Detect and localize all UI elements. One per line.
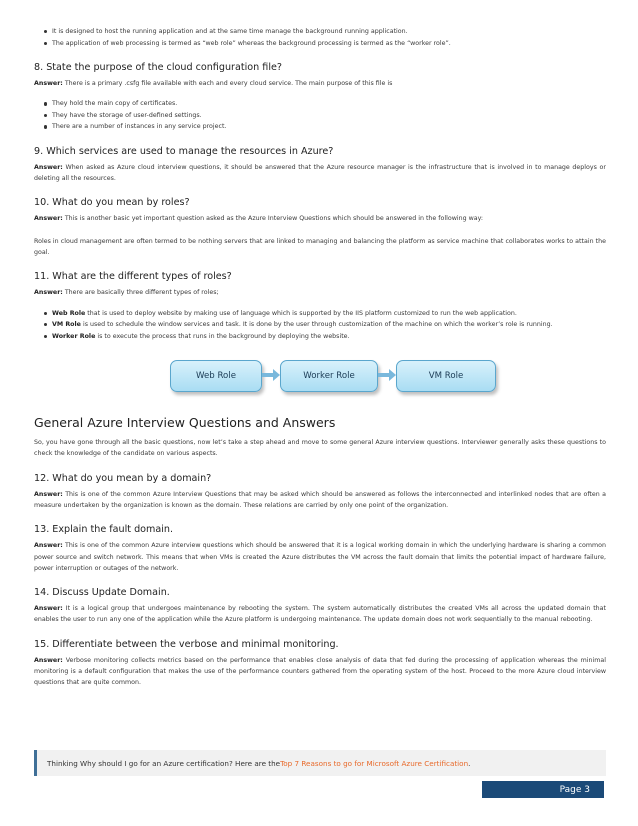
answer-text: This is another basic yet important question asked as the Azure Interview Questions which should be answered in the following way: [62,215,484,223]
list-item: It is designed to host the running application and at the same time manage the background running application. [44,26,606,38]
question-8-bullet-list [34,98,606,133]
page-content [34,26,606,689]
question-15-heading: 15. Differentiate between the verbose and minimal monitoring. [34,638,339,650]
page-number: Page 3 [559,784,590,795]
answer-label: Answer: [34,289,63,297]
answer-label: Answer: [34,490,63,498]
callout-text: Thinking Why should I go for an Azure certification? Here are the [47,758,281,768]
list-item [44,308,606,320]
question-10-heading: 10. What do you mean by roles? [34,197,190,209]
top-bullet-list [34,26,606,49]
question-9-heading: 9. Which services are used to manage the resources in Azure? [34,145,334,157]
answer-label: Answer: [34,163,63,171]
role-term: Web Role [52,309,86,317]
question-12-heading: 12. What do you mean by a domain? [34,472,212,484]
answer-label: Answer: [34,605,63,613]
answer-label: Answer: [34,656,63,664]
role-description: is used to schedule the window services and task. It is done by the user through customization of the machine on which the worker’s role is running. [80,321,553,329]
question-10-answer [34,213,606,224]
callout-end: . [468,758,471,768]
question-8-heading: 8. State the purpose of the cloud configuration file? [34,62,282,73]
answer-text: When asked as Azure cloud interview questions, it should be answered that the Azure resource manager is the infrastructure that is involved in to manage deploys or deleting all the resources. [34,163,606,183]
question-12-answer [34,489,606,512]
question-9-answer [34,162,606,185]
answer-label: Answer: [34,542,63,550]
certification-callout [34,750,606,776]
arrow-icon [378,373,390,377]
question-13-heading: 13. Explain the fault domain. [34,524,174,536]
page-number-bar [482,781,604,798]
question-11-heading: 11. What are the different types of roles? [34,271,232,283]
question-15-answer [34,655,606,689]
question-10-paragraph: Roles in cloud management are often termed to be nothing servers that are linked to managing and balancing the platform as service machine that collaborates works to attain the goal. [34,237,606,256]
answer-text: It is a logical group that undergoes maintenance by rebooting the system. The system automatically distributes the created VMs all across the updated domain that enables the user to run any one of the application while the Azure platform is undergoing maintenance. The update domain does not work sequentially to the manual rebooting. [34,605,606,624]
question-14-answer [34,603,606,626]
question-14-heading: 14. Discuss Update Domain. [34,587,170,599]
section-intro: So, you have gone through all the basic questions, now let’s take a step ahead and move to some general Azure interview questions. Interviewer generally asks these questions to check the knowledge of the candidate on various aspects. [34,439,606,458]
list-item: They have the storage of user-defined settings. [44,110,606,122]
answer-text: There are basically three different types of roles; [62,289,219,297]
question-13-answer [34,540,606,574]
vm-role-box: VM Role [396,360,496,392]
answer-label: Answer: [34,215,63,223]
worker-role-box: Worker Role [280,360,378,392]
section-heading: General Azure Interview Questions and Answers [34,415,336,431]
role-term: Worker Role [52,332,96,340]
role-description: is to execute the process that runs in the background by deploying the website. [95,332,350,340]
answer-text: There is a primary .csfg file available with each and every cloud service. The main purpose of this file is [62,80,393,87]
role-term: VM Role [52,321,81,329]
list-item: The application of web processing is termed as “web role” whereas the background processing is termed as the “worker role”. [44,38,606,50]
list-item: They hold the main copy of certificates. [44,98,606,110]
question-11-answer [34,287,606,298]
list-item [44,331,606,343]
question-11-bullet-list [34,308,606,343]
answer-text: Verbose monitoring collects metrics based on the performance that enables close analysis of data that fed during the processing of application whereas the minimal monitoring is a default configuration that makes the use of the performance counters gathered from the operating system of the host. Proceed to the more Azure cloud interview questions that are quite common. [34,656,606,687]
arrow-icon [262,373,274,377]
answer-label: Answer: [34,80,63,87]
list-item: There are a number of instances in any service project. [44,121,606,133]
role-description: that is used to deploy website by making use of language which is supported by the IIS platform customized to run the web application. [85,309,517,317]
question-8-answer [34,78,606,89]
answer-text: This is one of the common Azure Interview Questions that may be asked which should be answered as follows the interconnected and interlinked nodes that are often a measure undertaken by the organization is known as the domain. These relations are carried by only one point of the organization. [34,490,606,509]
certification-link[interactable]: Top 7 Reasons to go for Microsoft Azure Certification [280,758,469,768]
list-item [44,319,606,331]
answer-text: This is one of the common Azure interview questions which should be answered that it is a logical working domain in which the underlying hardware is sharing a common power source and switch network. This means that when VMs is created the Azure distributes the VM across the fault domain that limits the potential impact of hardware failure, power interruption or outages of the network. [34,542,606,572]
web-role-box: Web Role [170,360,262,392]
roles-diagram [34,352,606,412]
